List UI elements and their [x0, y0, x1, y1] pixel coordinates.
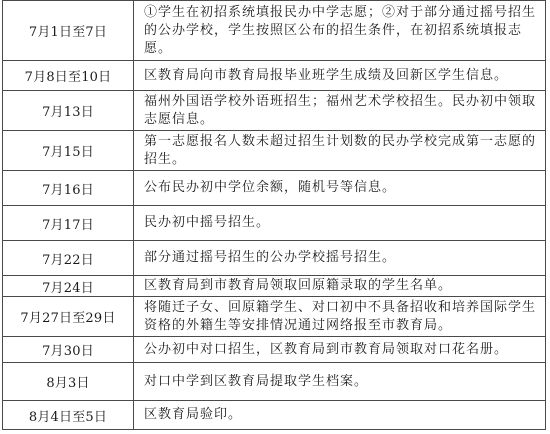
table-row [3, 297, 546, 337]
schedule-event-cell: 公办初中对口招生，区教育局到市教育局领取对口花名册。 [134, 337, 546, 363]
table-row [3, 401, 546, 430]
schedule-date-cell: 7月13日 [3, 91, 134, 131]
schedule-event-cell: 区教育局验印。 [134, 401, 546, 430]
table-row [3, 1, 546, 61]
schedule-table-body [3, 1, 546, 430]
table-row [3, 363, 546, 401]
schedule-event-cell: 部分通过摇号招生的公办学校摇号招生。 [134, 241, 546, 276]
table-row [3, 276, 546, 297]
schedule-event-cell: 区教育局到市教育局领取回原籍录取的学生名单。 [134, 276, 546, 297]
schedule-event-cell: 民办初中摇号招生。 [134, 206, 546, 241]
schedule-date-cell: 7月30日 [3, 337, 134, 363]
schedule-date-cell: 8月3日 [3, 363, 134, 401]
schedule-event-cell: 第一志愿报名人数未超过招生计划数的民办学校完成第一志愿的招生。 [134, 131, 546, 171]
schedule-date-cell: 8月4日至5日 [3, 401, 134, 430]
schedule-date-cell: 7月24日 [3, 276, 134, 297]
schedule-date-cell: 7月17日 [3, 206, 134, 241]
table-row [3, 171, 546, 206]
schedule-date-cell: 7月16日 [3, 171, 134, 206]
schedule-event-cell: 将随迁子女、回原籍学生、对口初中不具备招收和培养国际学生资格的外籍生等安排情况通过网络报至市教育局。 [134, 297, 546, 337]
table-row [3, 61, 546, 91]
schedule-event-cell: 福州外国语学校外语班招生；福州艺术学校招生。民办初中领取志愿信息。 [134, 91, 546, 131]
table-row [3, 337, 546, 363]
table-row [3, 131, 546, 171]
schedule-date-cell: 7月1日至7日 [3, 1, 134, 61]
schedule-event-cell: 区教育局向市教育局报毕业班学生成绩及回新区学生信息。 [134, 61, 546, 91]
schedule-event-cell: 对口中学到区教育局提取学生档案。 [134, 363, 546, 401]
schedule-date-cell: 7月22日 [3, 241, 134, 276]
table-row [3, 241, 546, 276]
schedule-date-cell: 7月27日至29日 [3, 297, 134, 337]
enrollment-schedule-table [2, 0, 546, 430]
table-row [3, 206, 546, 241]
schedule-event-cell: ①学生在初招系统填报民办中学志愿；②对于部分通过摇号招生的公办学校，学生按照区公布的招生条件，在初招系统填报志愿。 [134, 1, 546, 61]
schedule-event-cell: 公布民办初中学位余额，随机号等信息。 [134, 171, 546, 206]
schedule-date-cell: 7月15日 [3, 131, 134, 171]
table-row [3, 91, 546, 131]
schedule-date-cell: 7月8日至10日 [3, 61, 134, 91]
